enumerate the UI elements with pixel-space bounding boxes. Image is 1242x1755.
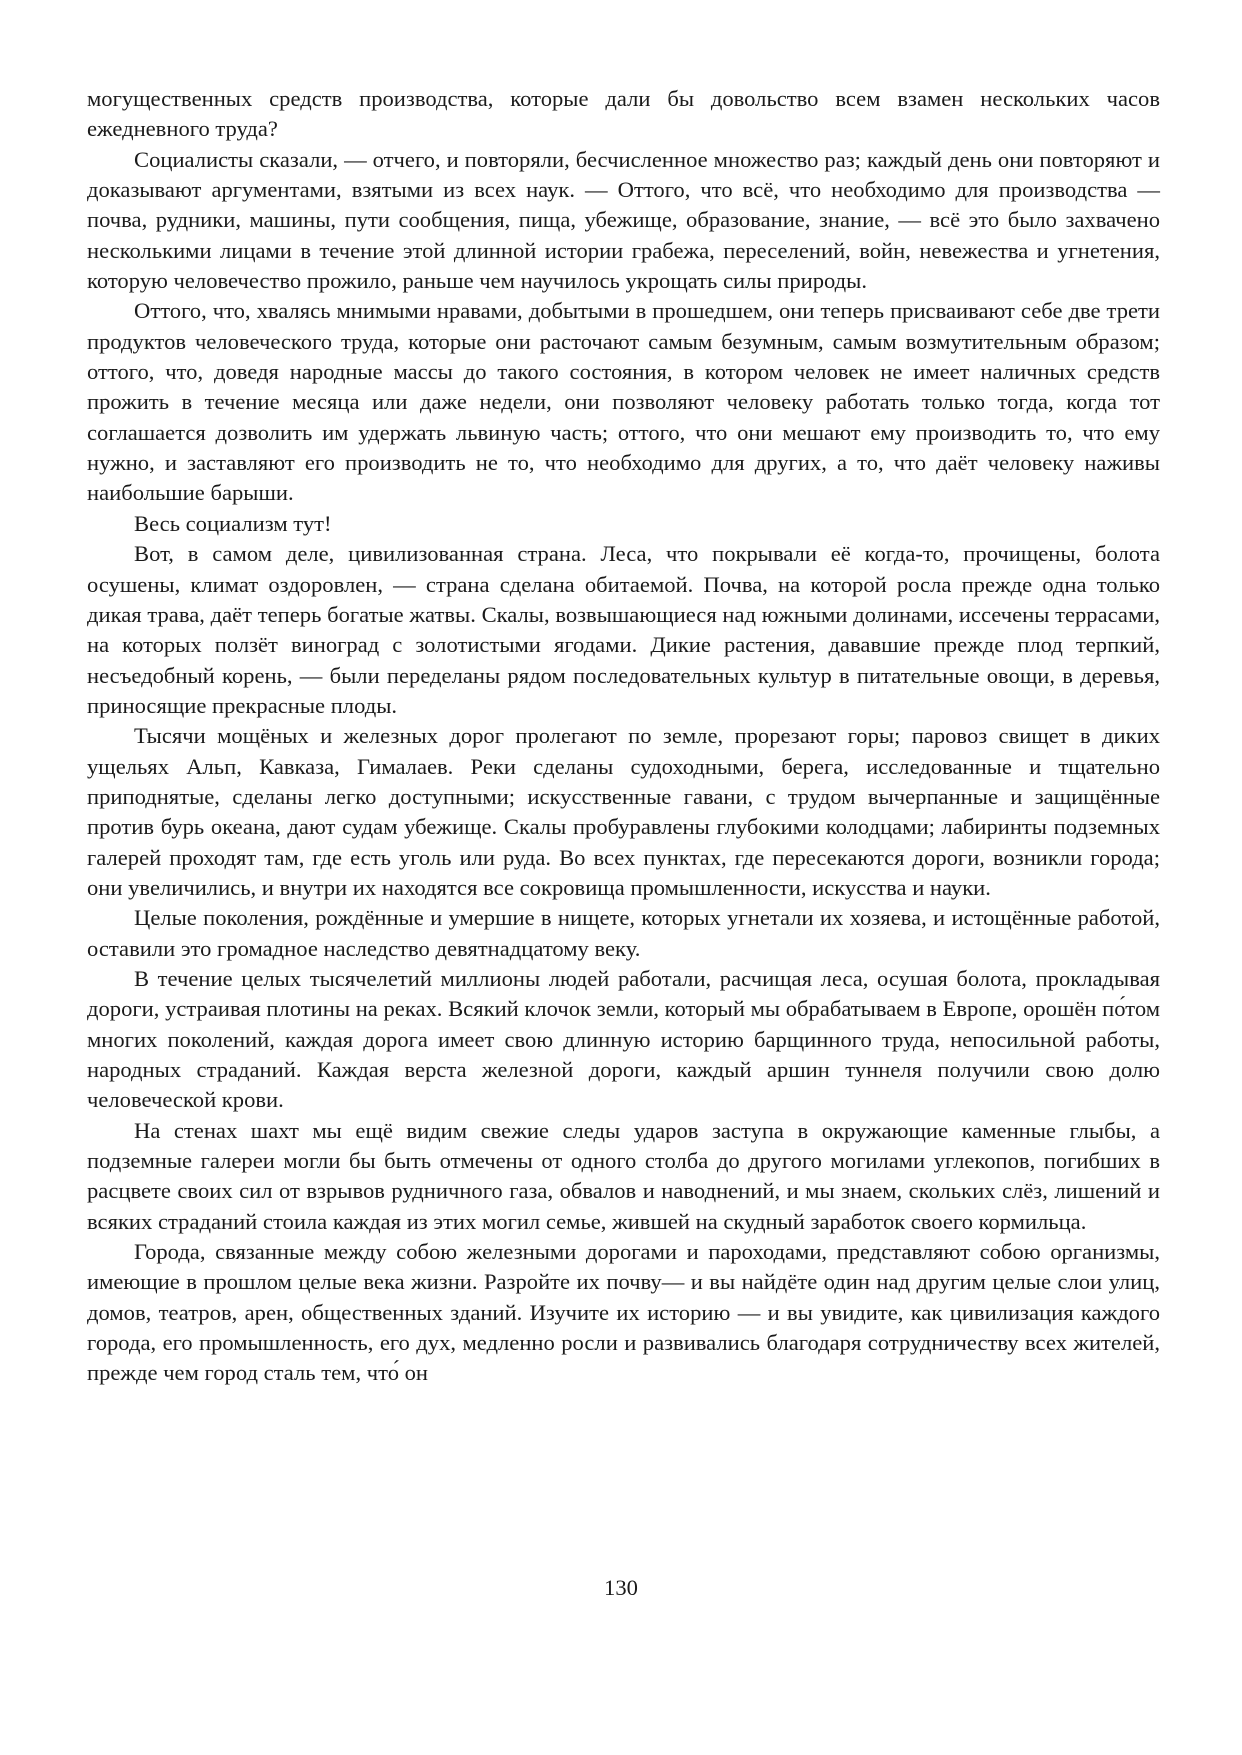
paragraph: Социалисты сказали, — отчего, и повторяли, бесчисленное множество раз; каждый день они повторяют и доказывают аргументами, взятыми из всех наук. — Оттого, что всё, что необходимо для производства — почва, рудники, машины, пути сообщения, пища, убежище, образование, знание, — всё это было захвачено несколькими лицами в течение этой длинной истории грабежа, переселений, войн, невежества и угнетения, которую человечество прожило, раньше чем научилось укрощать силы природы.: [87, 146, 1160, 294]
body-text: [87, 84, 1160, 1389]
page-number: 130: [604, 1575, 638, 1600]
paragraph: В течение целых тысячелетий миллионы людей работали, расчищая леса, осушая болота, прокладывая дороги, устраивая плотины на реках. Всякий клочок земли, который мы обрабатываем в Европе, орошён по́том многих поколений, каждая дорога имеет свою длинную историю барщинного труда, непосильной работы, народных страданий. Каждая верста железной дороги, каждый аршин туннеля получили свою долю человеческой крови.: [87, 965, 1160, 1113]
paragraph: Весь социализм тут!: [134, 510, 332, 536]
paragraph: Вот, в самом деле, цивилизованная страна. Леса, что покрывали её когда-то, прочищены, болота осушены, климат оздоровлен, — страна сделана обитаемой. Почва, на которой росла прежде одна только дикая трава, даёт теперь богатые жатвы. Скалы, возвышающиеся над южными долинами, иссечены террасами, на которых ползёт виноград с золотистыми ягодами. Дикие растения, дававшие прежде плод терпкий, несъедобный корень, — были переделаны рядом последовательных культур в питательные овощи, в деревья, приносящие прекрасные плоды.: [87, 541, 1160, 718]
paragraph: Оттого, что, хвалясь мнимыми нравами, добытыми в прошедшем, они теперь присваивают себе две трети продуктов человеческого труда, которые они расточают самым безумным, самым возмутительным образом; оттого, что, доведя народные массы до такого состояния, в котором человек не имеет наличных средств прожить в течение месяца или даже недели, они позволяют человеку работать только тогда, когда тот соглашается дозволить им удержать львиную часть; оттого, что они мешают ему производить то, что ему нужно, и заставляют его производить не то, что необходимо для других, а то, что даёт человеку наживы наибольшие барыши.: [87, 298, 1160, 506]
paragraph: Города, связанные между собою железными дорогами и пароходами, представляют собою организмы, имеющие в прошлом целые века жизни. Разройте их почву— и вы найдёте один над другим целые слои улиц, домов, театров, арен, общественных зданий. Изучите их историю — и вы увидите, как цивилизация каждого города, его промышленность, его дух, медленно росли и развивались благодаря сотрудничеству всех жителей, прежде чем город сталь тем, что́ он: [87, 1239, 1160, 1386]
paragraph: На стенах шахт мы ещё видим свежие следы ударов заступа в окружающие каменные глыбы, а подземные галереи могли бы быть отмечены от одного столба до другого могилами углекопов, погибших в расцвете своих сил от взрывов рудничного газа, обвалов и наводнений, и мы знаем, скольких слёз, лишений и всяких страданий стоила каждая из этих могил семье, жившей на скудный заработок своего кормильца.: [87, 1117, 1160, 1234]
paragraph-continuation: могущественных средств производства, которые дали бы довольство всем взамен нескольких часов ежедневного труда?: [87, 86, 1160, 142]
paragraph: Целые поколения, рождённые и умершие в нищете, которых угнетали их хозяева, и истощённые работой, оставили это громадное наследство девятнадцатому веку.: [87, 905, 1160, 961]
paragraph: Тысячи мощёных и железных дорог пролегают по земле, прорезают горы; паровоз свищет в диких ущельях Альп, Кавказа, Гималаев. Реки сделаны судоходными, берега, исследованные и тщательно приподнятые, сделаны легко доступными; искусственные гавани, с трудом вычерпанные и защищённые против бурь океана, дают судам убежище. Скалы пробуравлены глубокими колодцами; лабиринты подземных галерей проходят там, где есть уголь или руда. Во всех пунктах, где пересекаются дороги, возникли города; они увеличились, и внутри их находятся все сокровища промышленности, искусства и науки.: [87, 723, 1160, 900]
